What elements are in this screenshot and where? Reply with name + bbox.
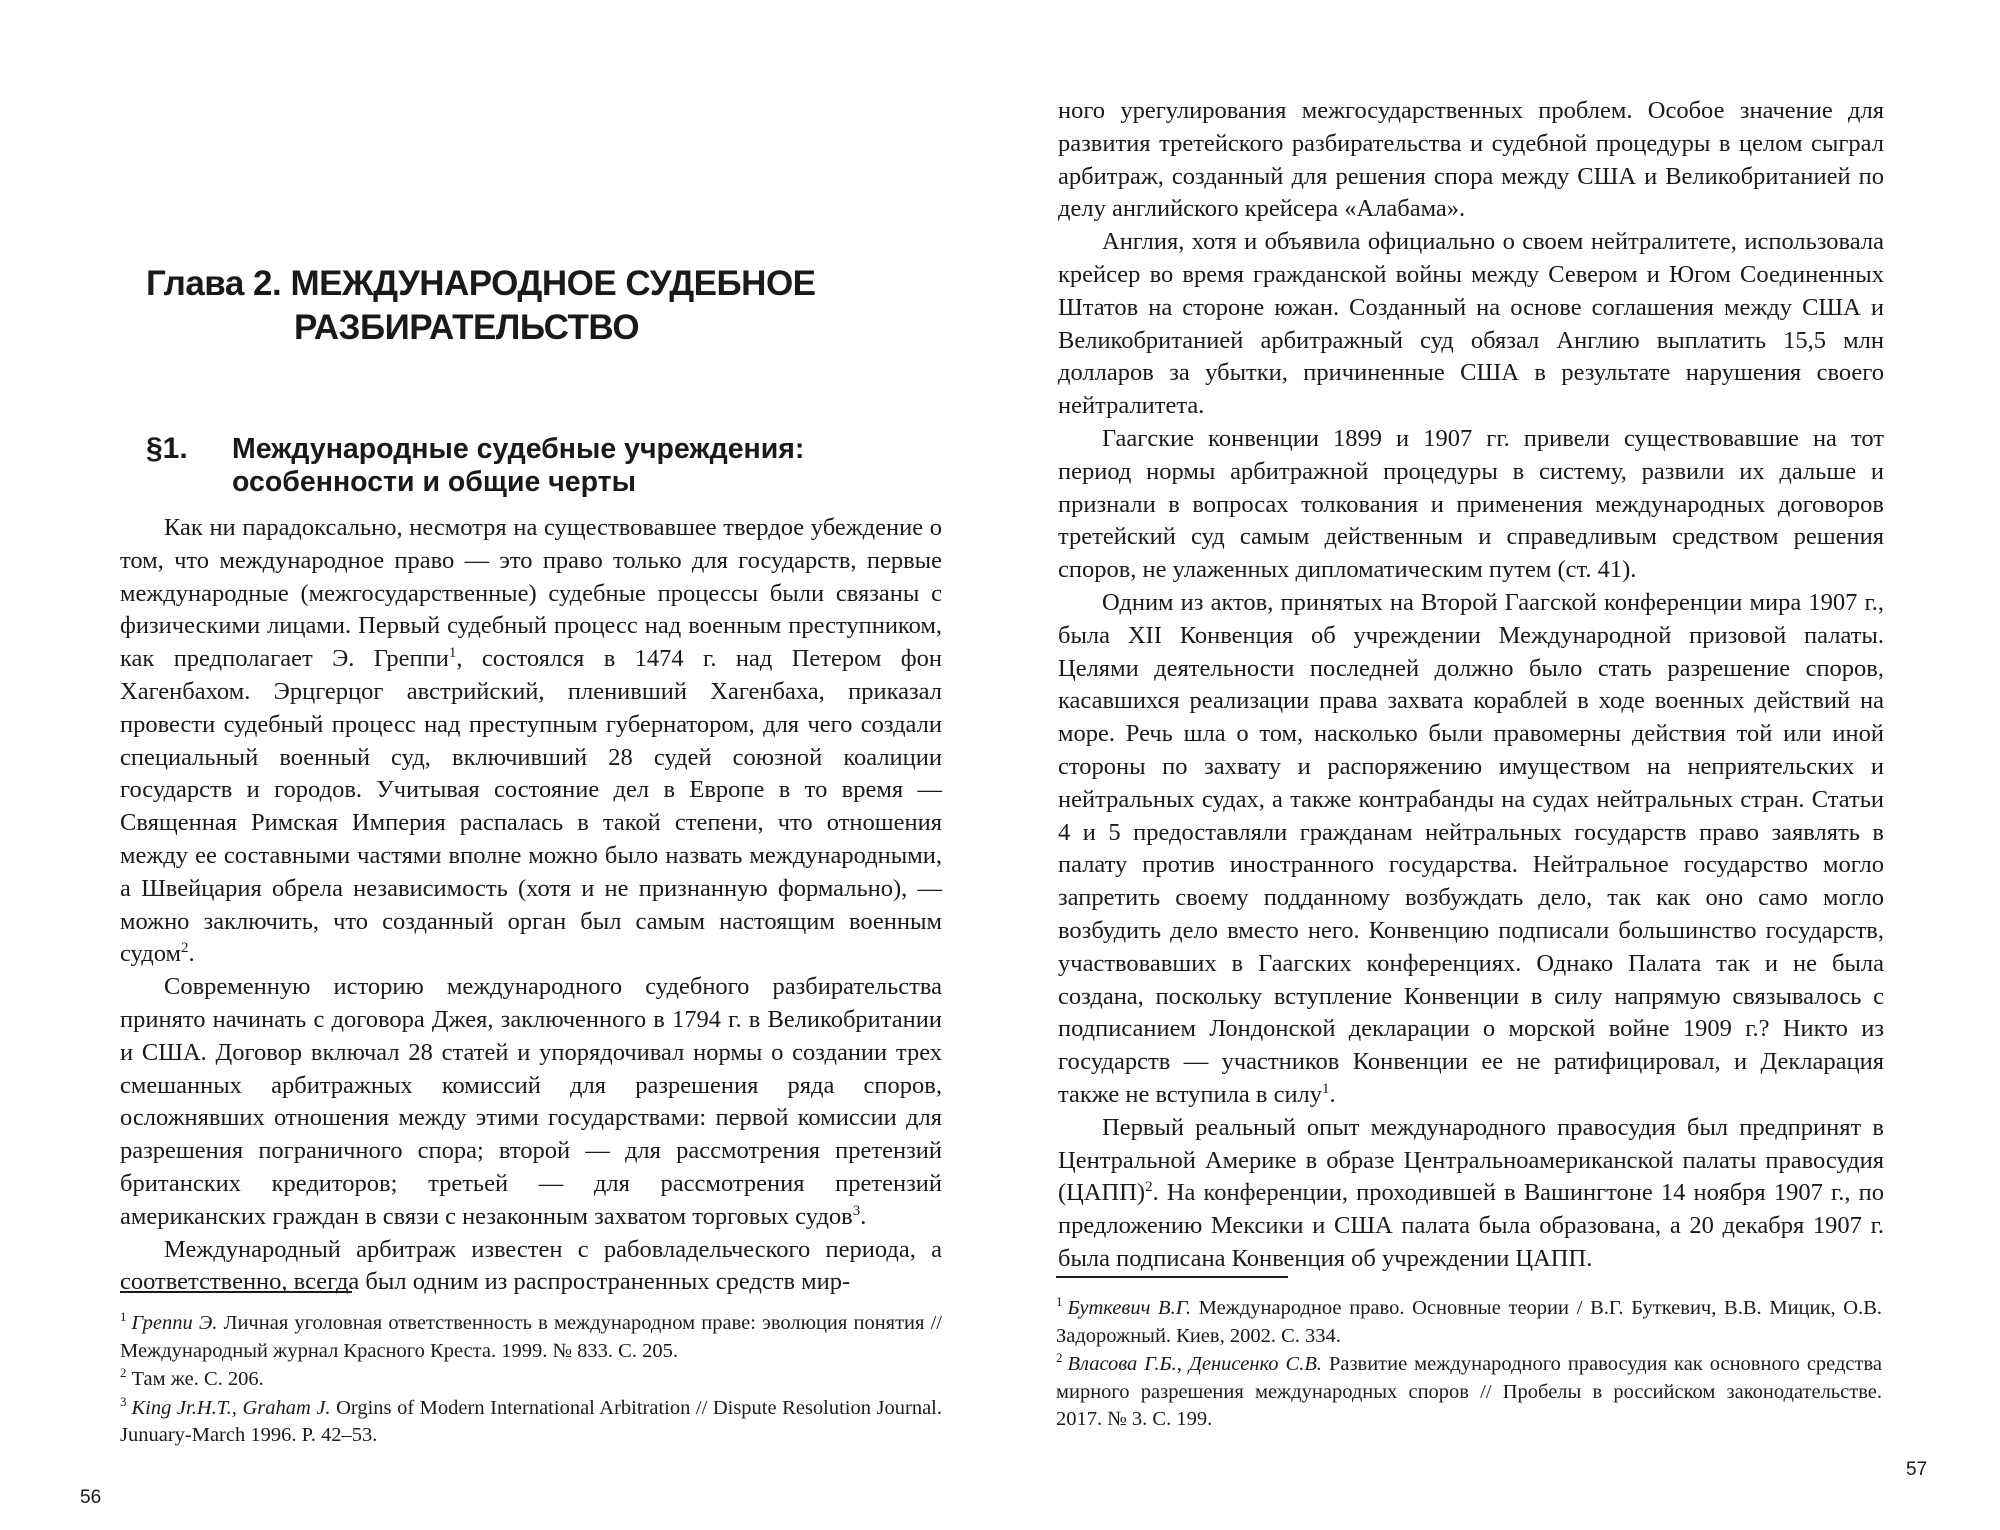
paragraph-text: Гаагские конвенции 1899 и 1907 гг. привели существовавшие на тот период нормы арбитражной процедуры в систему, развили их дальше и признали в вопросах толкования и применения международных договоров третейский суд самым действенным и справедливым средством решения споров, не улаженных дипломатическим путем (ст. 41). — [1058, 424, 1884, 584]
footnote-author: Власова Г.Б., Денисенко С.В. — [1067, 1353, 1322, 1375]
paragraph — [120, 1234, 942, 1300]
footnote-text: Orgins of Modern International Arbitration // Dispute Resolution Journal. Junuary-March 1996. P. 42–53. — [120, 1396, 942, 1446]
footnote-mark: 3 — [120, 1393, 127, 1409]
footnote-author: Буткевич В.Г. — [1067, 1297, 1191, 1319]
footnote — [120, 1366, 942, 1394]
paragraph — [1058, 226, 1884, 423]
paragraph-text: . — [1329, 1080, 1336, 1108]
paragraph-text: . — [860, 1202, 867, 1230]
footnote-author: King Jr.H.T., Graham J. — [131, 1396, 331, 1419]
paragraph — [1058, 587, 1884, 1112]
footnote-text: Развитие международного правосудия как основного средства мирного разрешения международных споров // Пробелы в российском законодательстве. 2017. № 3. С. 199. — [1056, 1353, 1882, 1430]
paragraph-text: ного урегулирования межгосударственных проблем. Особое значение для развития третейского разбирательства и судебной процедуры в целом сыграл арбитраж, созданный для решения спора между США и Великобританией по делу английского крейсера «Алабама». — [1058, 97, 1884, 223]
footnote-mark: 2 — [120, 1365, 127, 1381]
section-number: §1. — [146, 432, 188, 465]
footnotes — [120, 1310, 942, 1451]
paragraph-text: Международный арбитраж известен с рабовладельческого периода, а соответственно, всегда был одним из распространенных средств мир- — [120, 1235, 942, 1296]
section-title — [146, 432, 926, 499]
paragraph-text: Англия, хотя и объявила официально о своем нейтралитете, использовала крейсер во время гражданской войны между Севером и Югом Соединенных Штатов на стороне южан. Созданный на основе соглашения между США и Великобританией арбитражный суд обязал Англию выплатить 15,5 млн долларов за убытки, причиненные США в результате нарушения своего нейтралитета. — [1058, 228, 1884, 420]
section-title-line1: Международные судебные учреждения: — [232, 433, 805, 465]
right-body-text — [1058, 95, 1884, 1276]
footnote-reference: 1 — [1322, 1080, 1330, 1097]
footnote-text: Международное право. Основные теории / В.Г. Буткевич, В.В. Мицик, О.В. Задорожный. Киев, 2002. С. 334. — [1056, 1297, 1882, 1347]
chapter-title — [146, 262, 846, 350]
footnotes — [1056, 1295, 1882, 1435]
section-title-line2: особенности и общие черты — [232, 466, 636, 498]
paragraph — [1058, 423, 1884, 587]
chapter-title-line2: РАЗБИРАТЕЛЬСТВО — [294, 308, 640, 347]
paragraph-text: Современную историю международного судебного разбирательства принято начинать с договора Джея, заключенного в 1794 г. в Великобритании и США. Договор включал 28 статей и упорядочивал нормы о создании трех смешанных арбитражных комиссий для разрешения ряда споров, осложнявших отношения между этими государствами: первой комиссии для разрешения пограничного спора; второй — для рассмотрения претензий британских кредиторов; третьей — для рассмотрения претензий американских граждан в связи с незаконным захватом торговых судов — [120, 973, 942, 1230]
paragraph-text: Как ни парадоксально, несмотря на существовавшее твердое убеждение о том, что международное право — это право только для государств, первые международные (межгосударственные) судебные процессы были связаны с физическими лицами. Первый судебный процесс над военным преступником, как предполагает Э. Греппи — [120, 514, 942, 673]
footnote-separator — [1056, 1276, 1288, 1278]
footnote-reference: 2 — [1145, 1179, 1153, 1196]
paragraph — [1058, 95, 1884, 226]
footnote — [1056, 1351, 1882, 1434]
footnote-reference: 2 — [181, 940, 189, 957]
paragraph-text: , состоялся в 1474 г. над Петером фон Хагенбахом. Эрцгерцог австрийский, пленивший Хагенбаха, приказал провести судебный процесс над преступным губернатором, для чего создали специальный военный суд, включивший 28 судей союзной коалиции государств и городов. Учитывая состояние дел в Европе в то время — Священная Римская Империя распалась в такой степени, что отношения между ее составными частями вполне можно было назвать международными, а Швейцария обрела независимость (хотя и не признанную формально), — можно заключить, что созданный орган был самым настоящим военным судом — [120, 645, 943, 968]
footnote-reference: 3 — [852, 1202, 861, 1219]
footnote — [120, 1395, 942, 1450]
paragraph-text: Первый реальный опыт международного правосудия был предпринят в Центральной Америке в образе Центральноамериканской палаты правосудия (ЦАПП) — [1058, 1113, 1884, 1207]
footnote-mark: 1 — [1056, 1294, 1063, 1310]
paragraph — [120, 971, 942, 1233]
footnote — [1056, 1295, 1882, 1350]
left-body-text — [120, 512, 942, 1299]
paragraph-text: . — [188, 940, 195, 968]
footnote-text: Личная уголовная ответственность в международном праве: эволюция понятия // Международный журнал Красного Креста. 1999. № 833. С. 205. — [120, 1312, 942, 1362]
page-number: 57 — [1906, 1459, 1928, 1480]
footnote-mark: 2 — [1056, 1350, 1063, 1366]
paragraph-text: . На конференции, проходившей в Вашингтоне 14 ноября 1907 г., по предложению Мексики и США палата была образована, а 20 декабря 1907 г. была подписана Конвенция об учреждении ЦАПП. — [1058, 1179, 1884, 1272]
footnote-mark: 1 — [120, 1309, 127, 1325]
paragraph — [1058, 1112, 1884, 1276]
paragraph — [120, 512, 942, 971]
footnote-reference: 1 — [448, 645, 457, 662]
page-number: 56 — [80, 1487, 102, 1508]
paragraph-text: Одним из актов, принятых на Второй Гаагской конференции мира 1907 г., была XII Конвенция об учреждении Международной призовой палаты. Целями деятельности последней должно было стать разрешение споров, касавшихся реализации права захвата кораблей в ходе военных действий на море. Речь шла о том, насколько были правомерны действия той или иной стороны по захвату и распоряжению имуществом на неприятельских и нейтральных судах, а также контрабанды на судах нейтральных стран. Статьи 4 и 5 предоставляли гражданам нейтральных государств право заявлять в палату против иностранного государства. Нейтральное государство могло запретить своему подданному возбуждать дело, так как оно само могло возбудить дело вместо него. Конвенцию подписали большинство государств, участвовавших в Гаагских конференциях. Однако Палата так и не была создана, поскольку вступление Конвенции в силу напрямую связывалось с подписанием Лондонской декларации о морской войне 1909 г.? Никто из государств — участников Конвенции ее не ратифицировал, и Декларация также не вступила в силу — [1058, 588, 1884, 1108]
footnote-separator — [120, 1291, 352, 1293]
footnote — [120, 1310, 942, 1365]
chapter-title-line1: Глава 2. МЕЖДУНАРОДНОЕ СУДЕБНОЕ — [146, 264, 816, 303]
footnote-author: Греппи Э. — [131, 1312, 218, 1334]
footnote-text: Там же. С. 206. — [131, 1368, 264, 1390]
right-page — [1000, 0, 2000, 1530]
